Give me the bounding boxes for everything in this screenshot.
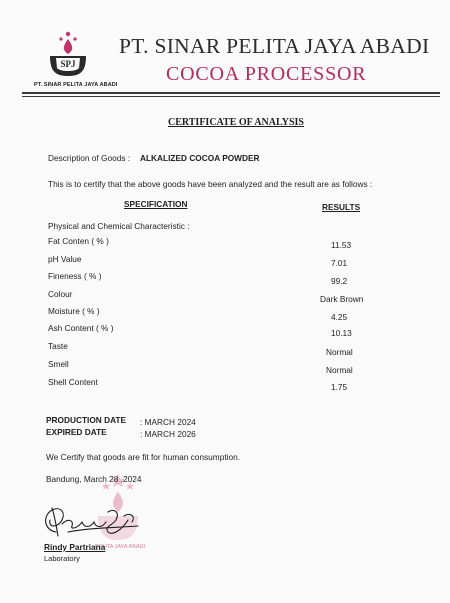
signer-name: Rindy Partriana bbox=[44, 542, 106, 552]
spec-value-fat: 11.53 bbox=[331, 240, 352, 250]
production-date-label: PRODUCTION DATE bbox=[46, 415, 127, 425]
results-header: RESULTS bbox=[322, 202, 361, 212]
spec-name-smell: Smell bbox=[48, 359, 69, 369]
spec-value-shell: 1.75 bbox=[331, 382, 348, 392]
header-rule-thin bbox=[22, 96, 440, 97]
section-label: Physical and Chemical Characteristic : bbox=[48, 221, 190, 231]
expired-date-value: : MARCH 2026 bbox=[140, 429, 196, 439]
spec-value-moisture: 4.25 bbox=[331, 312, 348, 322]
spec-name-taste: Taste bbox=[48, 341, 68, 351]
document-title: CERTIFICATE OF ANALYSIS bbox=[168, 117, 304, 128]
company-name: PT. SINAR PELITA JAYA ABADI bbox=[119, 34, 430, 58]
spec-value-ph: 7.01 bbox=[331, 258, 348, 268]
svg-text:SPJ: SPJ bbox=[60, 59, 76, 69]
spec-name-fineness: Fineness ( % ) bbox=[48, 271, 102, 281]
company-subtitle: COCOA PROCESSOR bbox=[166, 63, 367, 85]
company-logo-icon bbox=[46, 30, 90, 80]
spec-value-fineness: 99.2 bbox=[331, 276, 348, 286]
specification-header: SPECIFICATION bbox=[124, 199, 188, 209]
spec-value-taste: Normal bbox=[326, 347, 353, 357]
place-and-date: Bandung, March 28 ,2024 bbox=[46, 474, 142, 484]
logo-caption: PT. SINAR PELITA JAYA ABADI bbox=[34, 82, 118, 88]
spec-name-shell: Shell Content bbox=[48, 377, 98, 387]
spec-value-smell: Normal bbox=[326, 365, 353, 375]
spec-name-fat: Fat Conten ( % ) bbox=[48, 236, 109, 246]
spec-name-colour: Colour bbox=[48, 289, 73, 299]
svg-text:PELITA JAYA ABADI: PELITA JAYA ABADI bbox=[94, 544, 146, 550]
production-date-value: : MARCH 2024 bbox=[140, 417, 196, 427]
goods-value: ALKALIZED COCOA POWDER bbox=[140, 153, 260, 163]
signature-icon bbox=[38, 502, 148, 540]
goods-label: Description of Goods : bbox=[48, 153, 131, 163]
spec-value-ash: 10.13 bbox=[331, 328, 352, 338]
certify-text: This is to certify that the above goods have been analyzed and the result are as follows : bbox=[48, 179, 373, 189]
spec-name-ash: Ash Content ( % ) bbox=[48, 323, 114, 333]
expired-date-label: EXPIRED DATE bbox=[46, 427, 107, 437]
signer-title: Laboratory bbox=[44, 554, 80, 563]
header-rule bbox=[22, 92, 440, 94]
fit-for-consumption-text: We Certify that goods are fit for human consumption. bbox=[46, 452, 240, 462]
spec-name-moisture: Moisture ( % ) bbox=[48, 306, 100, 316]
spec-name-ph: pH Value bbox=[48, 254, 82, 264]
spec-value-colour: Dark Brown bbox=[320, 294, 364, 304]
